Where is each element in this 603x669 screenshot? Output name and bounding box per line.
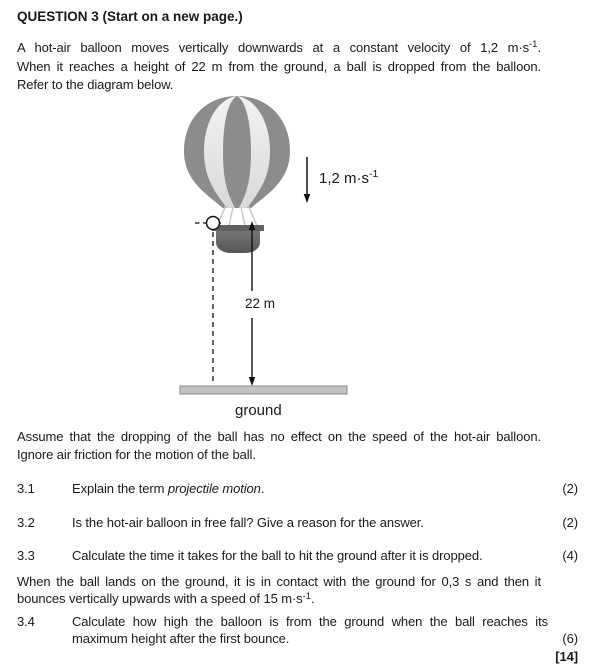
question-3-4-number: 3.4 [17, 613, 35, 629]
velocity-label-value: 1,2 m·s [319, 170, 370, 187]
question-3-3-marks: (4) [562, 548, 578, 563]
question-3-2 [17, 514, 578, 532]
question-total-marks: [14] [555, 648, 578, 664]
intro-line-2: When it reaches a height of 22 m from the ground, a ball is dropped from the balloon. [17, 59, 541, 74]
question-3-4 [17, 613, 578, 666]
question-3-1-body [72, 481, 264, 496]
basket-body [216, 231, 260, 253]
question-3-1-text [72, 480, 548, 498]
intro-line-1-superscript: -1 [529, 39, 538, 50]
balloon-diagram-svg [0, 93, 603, 425]
bounce-line-2-text: bounces vertically upwards with a speed of 15 m·s [17, 591, 303, 606]
question-3-1-text-post: . [260, 481, 265, 496]
velocity-label-superscript: -1 [369, 168, 379, 180]
question-3-1 [17, 480, 578, 498]
bounce-line-2-superscript: -1 [302, 590, 312, 602]
assumption-line-1: Assume that the dropping of the ball has no effect on the speed of the hot-air balloon. [17, 429, 541, 444]
question-3-1-number: 3.1 [17, 481, 35, 496]
ground-label: ground [235, 402, 282, 419]
question-3-3-number: 3.3 [17, 548, 35, 563]
question-3-2-body: Is the hot-air balloon in free fall? Give a reason for the answer. [72, 514, 424, 530]
height-arrow-down-head [249, 377, 255, 386]
ball [207, 217, 220, 230]
question-title: QUESTION 3 (Start on a new page.) [17, 9, 243, 24]
question-3-3-text [72, 547, 548, 565]
question-3-4-line-2: maximum height after the first bounce. [72, 631, 290, 646]
bounce-paragraph [17, 573, 541, 610]
question-3-2-number: 3.2 [17, 514, 35, 530]
question-3-2-text [72, 514, 548, 532]
rope-3 [241, 207, 245, 226]
question-3-4-text [72, 613, 548, 648]
intro-paragraph [17, 39, 541, 94]
question-3-3-body: Calculate the time it takes for the ball to hit the ground after it is dropped. [72, 548, 483, 563]
intro-line-1-text: A hot-air balloon moves vertically downwards at a constant velocity of 1,2 m·s [17, 39, 530, 55]
intro-line-1 [17, 39, 541, 59]
question-3-4-line-1: Calculate how high the balloon is from the ground when the ball reaches its [72, 613, 548, 629]
question-3-3 [17, 547, 578, 565]
marks-spacer [548, 613, 578, 631]
question-3-1-text-pre: Explain the term [72, 481, 168, 496]
assumption-line-2: Ignore air friction for the motion of the ball. [17, 446, 256, 462]
balloon-diagram [17, 93, 578, 425]
height-label: 22 m [245, 296, 276, 311]
basket-rim [212, 225, 264, 231]
intro-line-1-period: . [537, 39, 541, 55]
assumption-paragraph [17, 428, 541, 463]
balloon-envelope [184, 96, 290, 208]
intro-line-3: Refer to the diagram below. [17, 76, 174, 92]
rope-2 [229, 207, 233, 226]
question-3-4-mark: (6) [562, 631, 578, 646]
question-3-1-text-italic: projectile motion [167, 481, 261, 496]
bounce-line-2 [17, 590, 541, 610]
question-3-2-marks: (2) [562, 514, 578, 530]
velocity-arrow-head [304, 194, 311, 203]
balloon-ropes [217, 205, 257, 226]
question-3-1-marks: (2) [562, 481, 578, 496]
bounce-line-2-period: . [311, 591, 315, 606]
ground-bar [180, 386, 347, 394]
velocity-label [319, 168, 379, 187]
bounce-line-1: When the ball lands on the ground, it is in contact with the ground for 0,3 s and then it [17, 573, 541, 589]
question-3-4-marks [548, 613, 578, 666]
